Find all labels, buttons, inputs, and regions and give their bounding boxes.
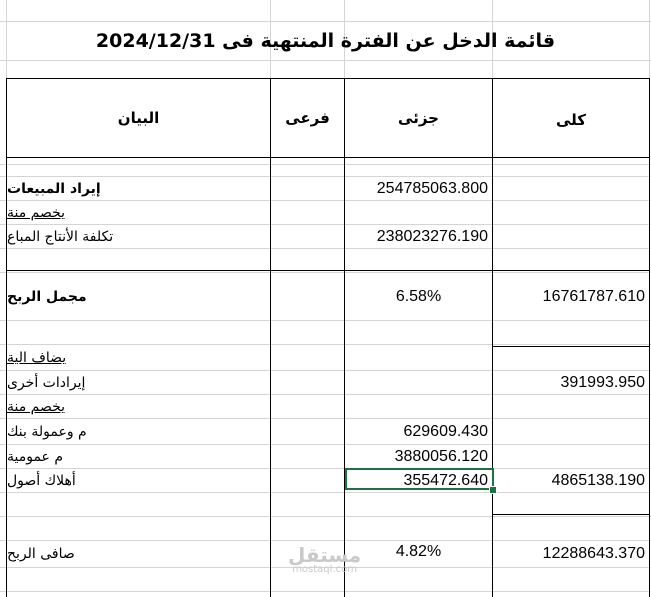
- deduct-label-2: يخصم منة: [7, 398, 66, 415]
- deduct-label-1: يخصم منة: [7, 204, 66, 221]
- bank-commission-partial[interactable]: 629609.430: [403, 423, 488, 440]
- depreciation-partial[interactable]: 355472.640: [403, 471, 488, 489]
- depreciation-total[interactable]: 4865138.190: [551, 471, 645, 489]
- general-expenses-partial[interactable]: 3880056.120: [394, 447, 488, 465]
- header-total: كلى: [555, 110, 587, 129]
- watermark-arabic: مستقل: [288, 543, 362, 567]
- add-label: يضاف الية: [7, 350, 67, 366]
- bank-commission-label: م وعمولة بنك: [7, 424, 87, 440]
- net-profit-label: صافى الربح: [7, 546, 75, 562]
- sheet-title: قائمة الدخل عن الفترة المنتهية فى 2024/12/31: [95, 30, 556, 52]
- general-expenses-label: م عمومية: [7, 448, 64, 465]
- other-revenue-total[interactable]: 391993.950: [560, 373, 645, 391]
- header-description: البيان: [117, 108, 160, 127]
- sales-revenue-partial[interactable]: 254785063.800: [376, 179, 488, 197]
- gross-profit-percent[interactable]: 6.58%: [395, 288, 442, 305]
- sales-revenue-label: إيراد المبيعات: [7, 180, 101, 197]
- cost-of-goods-partial[interactable]: 238023276.190: [376, 227, 488, 245]
- net-profit-percent[interactable]: 4.82%: [395, 543, 442, 560]
- header-sub: فرعى: [285, 108, 330, 127]
- header-partial: جزئى: [398, 108, 439, 127]
- gross-profit-label: مجمل الربح: [7, 289, 87, 305]
- depreciation-label: أهلاك أصول: [7, 472, 76, 489]
- net-profit-total[interactable]: 12288643.370: [542, 545, 645, 562]
- gross-profit-total[interactable]: 16761787.610: [542, 288, 645, 305]
- watermark-latin: mostaql.com: [292, 564, 357, 575]
- mostaql-watermark: [288, 545, 361, 575]
- cost-of-goods-label: تكلفة الأنتاج المباع: [7, 228, 114, 245]
- other-revenue-label: إيرادات أخرى: [7, 374, 86, 391]
